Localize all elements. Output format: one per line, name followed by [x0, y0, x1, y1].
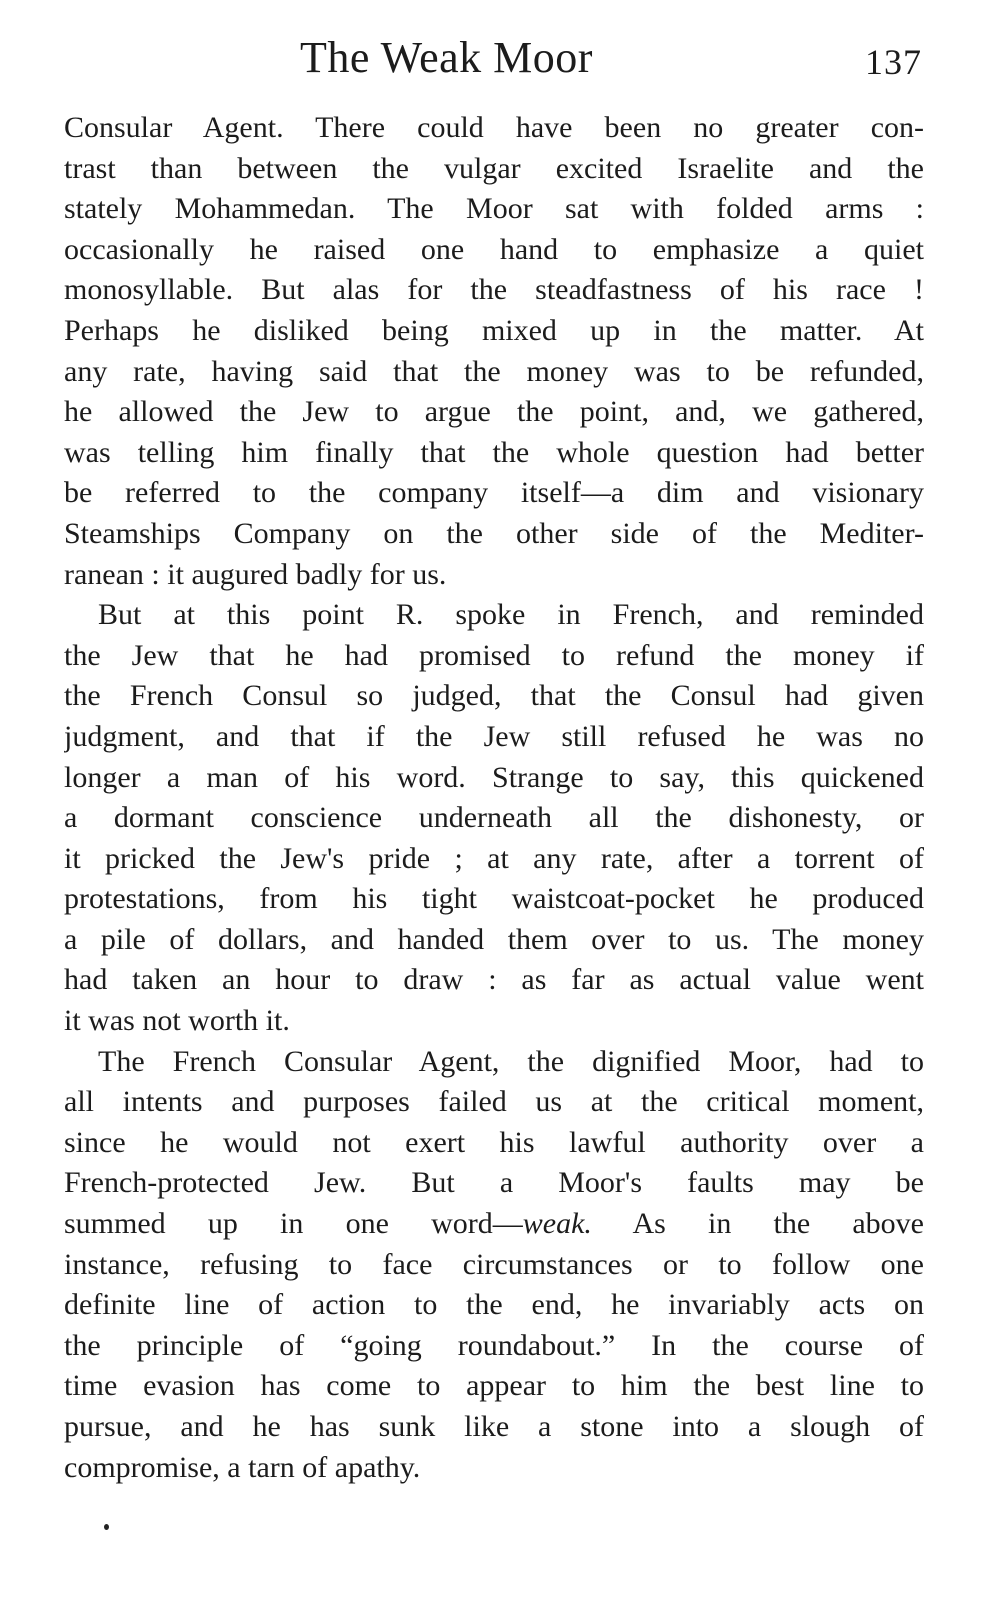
- text-line: the French Consul so judged, that the Consul had given: [64, 679, 924, 713]
- text-line: the Jew that he had promised to refund the money if: [64, 638, 924, 672]
- text-line: was telling him finally that the whole question had better: [64, 435, 924, 469]
- italic-word: weak.: [522, 1207, 592, 1241]
- text-line: he allowed the Jew to argue the point, and, we gathered,: [64, 395, 924, 429]
- body-text: [64, 108, 924, 1488]
- text-line: trast than between the vulgar excited Israelite and the: [64, 151, 924, 185]
- text-line: all intents and purposes failed us at the critical moment,: [64, 1085, 924, 1119]
- text-line: French-protected Jew. But a Moor's faults may be: [64, 1166, 924, 1200]
- running-title: The Weak Moor: [300, 33, 593, 82]
- ink-speck: [104, 1524, 109, 1530]
- running-head: [0, 28, 1000, 88]
- text-line-with-italic: [64, 1204, 924, 1245]
- paragraph-start-line: But at this point R. spoke in French, and reminded: [98, 598, 924, 632]
- text-line: Perhaps he disliked being mixed up in the matter. At: [64, 313, 924, 347]
- text-line: Steamships Company on the other side of the Mediter-: [64, 516, 924, 550]
- text-line: instance, refusing to face circumstances or to follow one: [64, 1247, 924, 1281]
- text-line: be referred to the company itself—a dim and visionary: [64, 476, 924, 510]
- text-line: monosyllable. But alas for the steadfastness of his race !: [64, 273, 924, 307]
- text-line: time evasion has come to appear to him the best line to: [64, 1369, 924, 1403]
- text-line: definite line of action to the end, he invariably acts on: [64, 1288, 924, 1322]
- text-line: occasionally he raised one hand to emphasize a quiet: [64, 232, 924, 266]
- paragraph-start-line: The French Consular Agent, the dignified Moor, had to: [98, 1044, 924, 1078]
- page-number: 137: [865, 42, 922, 82]
- text-line: protestations, from his tight waistcoat-pocket he produced: [64, 882, 924, 916]
- text-line: it pricked the Jew's pride ; at any rate, after a torrent of: [64, 841, 924, 875]
- text-segment: As in the above: [591, 1207, 924, 1241]
- text-line: compromise, a tarn of apathy.: [64, 1450, 421, 1484]
- text-line: ranean : it augured badly for us.: [64, 557, 447, 591]
- text-line: any rate, having said that the money was to be refunded,: [64, 354, 924, 388]
- text-line: pursue, and he has sunk like a stone into a slough of: [64, 1410, 924, 1443]
- text-line: the principle of “going roundabout.” In the course of: [64, 1328, 924, 1362]
- text-line: Consular Agent. There could have been no greater con-: [64, 111, 924, 144]
- text-line: since he would not exert his lawful authority over a: [64, 1125, 924, 1159]
- text-line: judgment, and that if the Jew still refused he was no: [64, 719, 924, 753]
- text-line: had taken an hour to draw : as far as actual value went: [64, 963, 924, 997]
- text-line: a pile of dollars, and handed them over to us. The money: [64, 922, 924, 956]
- text-line: stately Mohammedan. The Moor sat with folded arms :: [64, 192, 924, 226]
- text-line: longer a man of his word. Strange to say, this quickened: [64, 760, 924, 794]
- text-segment: summed up in one word—: [64, 1207, 523, 1241]
- text-line: a dormant conscience underneath all the dishonesty, or: [64, 801, 924, 835]
- text-line: it was not worth it.: [64, 1004, 290, 1038]
